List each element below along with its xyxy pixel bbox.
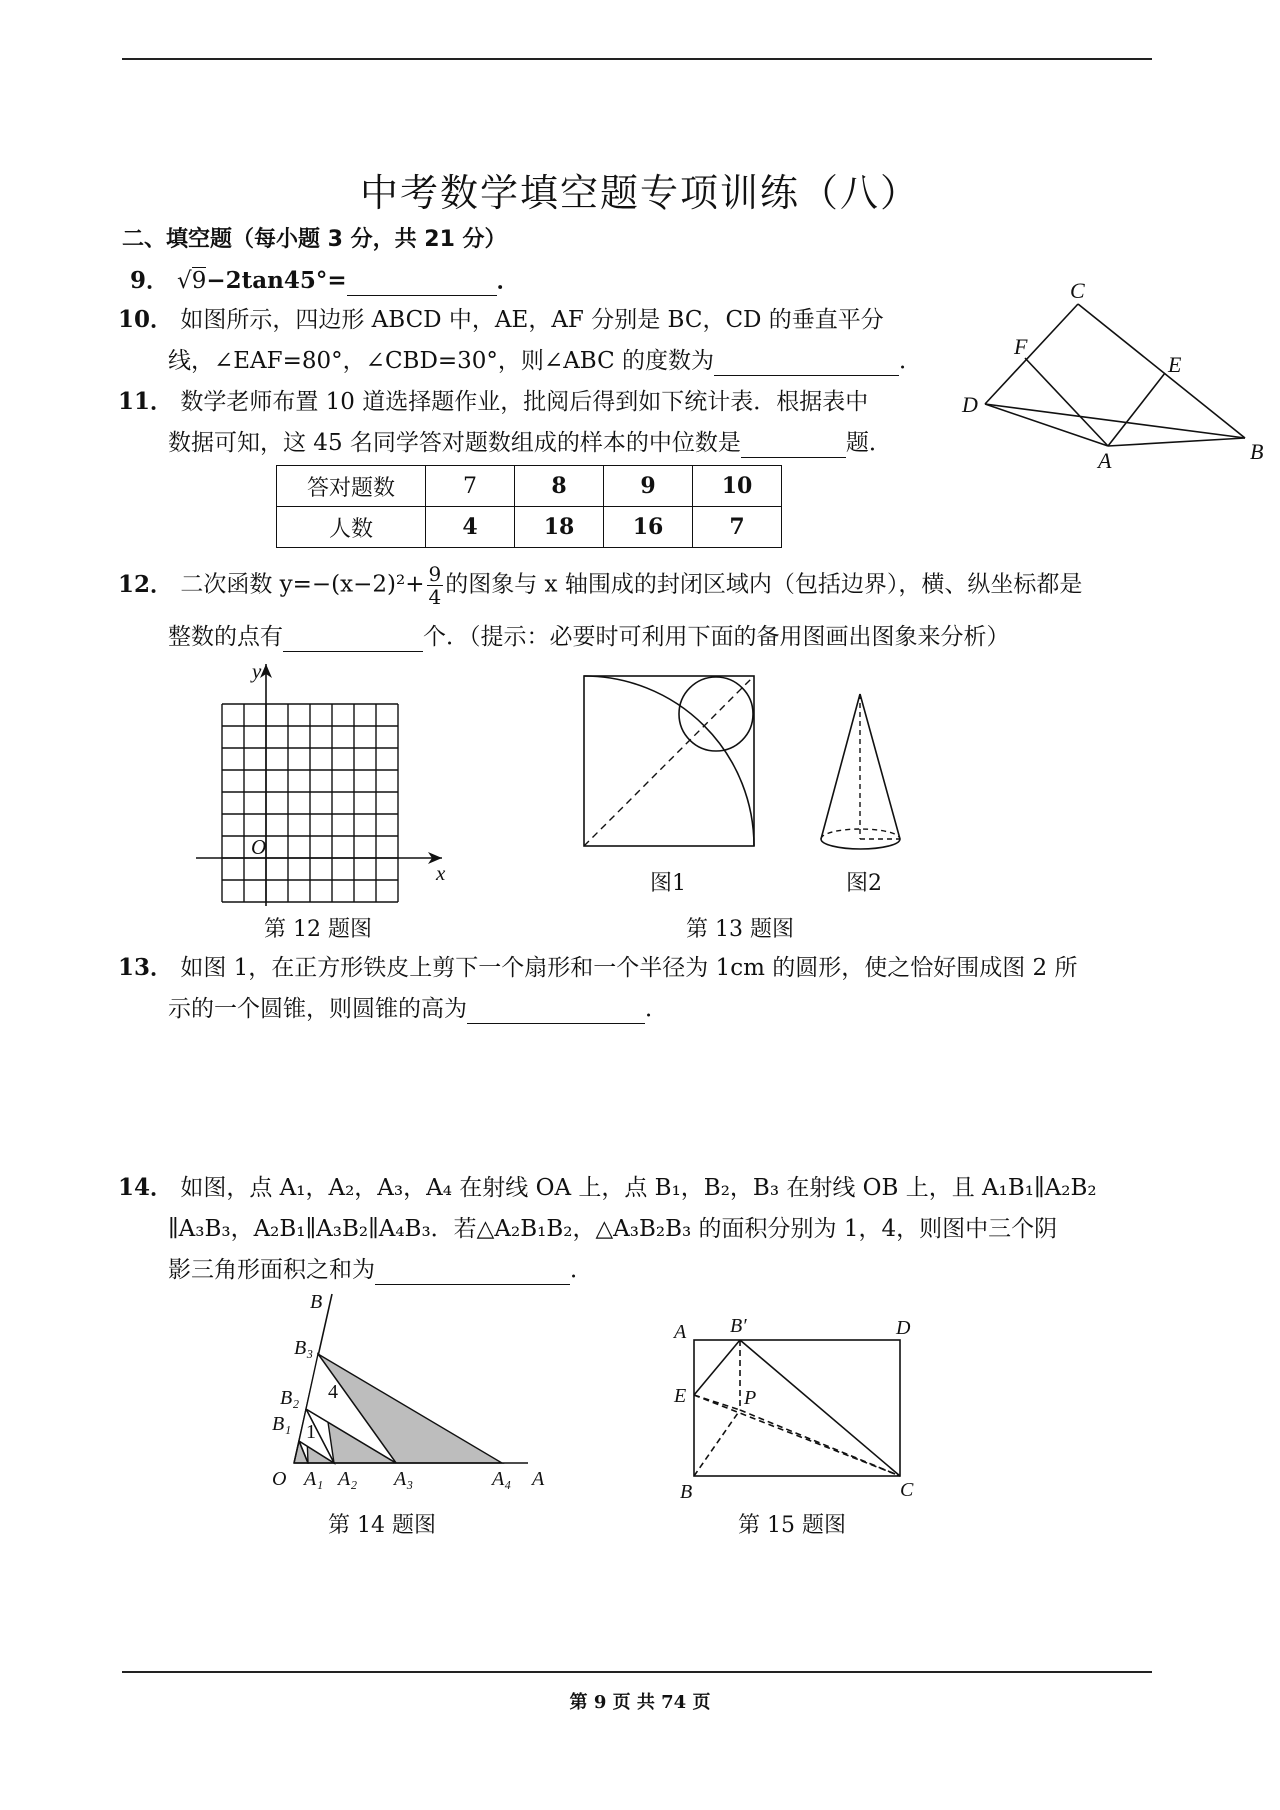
table-cell: 4 [426,507,515,548]
label-E: E [674,1385,687,1407]
answer-blank[interactable] [375,1260,570,1285]
function-expression: 二次函数 y=−(x−2)²+ [180,571,425,598]
fig2-label: 图2 [846,871,882,896]
table-column-value: 9 [604,466,693,507]
label-D: D [896,1317,911,1339]
question-10-line2 [168,346,922,376]
question-number: 11． [118,388,174,415]
table-row [277,507,782,548]
label-C: C [900,1479,914,1500]
question-text: ∥A₃B₃，A₂B₁∥A₃B₂∥A₄B₃．若△A₂B₁B₂，△A₃B₂B₃ 的面积分别为 1，4，则图中三个阴 [168,1216,1058,1242]
stats-table [276,465,782,548]
punctuation: ． [645,996,668,1022]
answer-blank[interactable] [714,351,899,376]
question-text: 整数的点有 [168,624,283,650]
fraction-denominator: 4 [428,585,442,609]
fraction [427,563,444,608]
question-14-line1 [118,1173,1097,1203]
label-P: P [744,1387,757,1409]
question-text: 如图 1，在正方形铁皮上剪下一个扇形和一个半径为 1cm 的圆形，使之恰好围成图 2 所 [180,955,1078,981]
question-text: 数据可知，这 45 名同学答对题数组成的样本的中位数是 [168,430,741,456]
label-A4: A₄ [492,1468,512,1490]
sqrt-radicand: 9 [191,268,207,294]
segment-EC [694,1395,900,1476]
figure-q14-rays [270,1290,560,1490]
table-header-label: 答对题数 [277,466,426,507]
figure-q10-quadrilateral [950,280,1270,470]
question-number: 10． [118,306,174,333]
question-text: 如图所示，四边形 ABCD 中，AE，AF 分别是 BC，CD 的垂直平分 [180,307,884,333]
table-cell: 16 [604,507,693,548]
edge-DC [985,304,1078,404]
cone-base-front [821,839,900,849]
page-footer: 第 9 页 共 74 页 [569,1692,711,1713]
cone-side-right [860,694,900,839]
label-B1: B₁ [272,1413,292,1435]
figure-q15-rectangle [668,1310,928,1500]
label-B: B [310,1291,323,1313]
answer-blank[interactable] [467,999,645,1024]
question-text: 示的一个圆锥，则圆锥的高为 [168,996,467,1022]
edge-AB [1108,438,1245,446]
punctuation: ． [570,1257,593,1283]
table-column-value: 7 [426,466,515,507]
question-text: 数学老师布置 10 道选择题作业，批阅后得到如下统计表．根据表中 [180,389,869,415]
label-Bp: B′ [730,1315,747,1337]
expression: −2tan45°= [206,267,347,294]
question-13-line2 [168,994,668,1024]
question-14-line3 [168,1255,593,1285]
question-number: 14． [118,1174,174,1201]
question-text: 的图象与 x 轴围成的封闭区域内（包括边界），横、纵坐标都是 [445,571,1083,598]
edge-CB [1078,304,1245,438]
answer-blank[interactable] [741,433,846,458]
question-text: 个．（提示：必要时可利用下面的备用图画出图象来分析） [423,624,1010,650]
question-12-line1 [118,563,1082,608]
question-11-line2 [168,428,892,458]
figure-q12-grid [196,656,456,906]
segment-BpC [740,1340,900,1476]
question-11-line1 [118,387,868,417]
punctuation: ． [899,348,923,374]
label-y: y [252,659,262,683]
label-A: A [674,1321,687,1343]
edge-DA [985,404,1108,446]
fig1-label: 图1 [650,871,686,896]
caption-q12: 第 12 题图 [264,917,372,942]
label-x-axis: x [436,861,446,885]
label-F: F [1014,334,1028,359]
table-column-value: 8 [515,466,604,507]
table-row-label: 人数 [277,507,426,548]
sqrt-symbol: √9 [177,268,207,294]
question-14-line2 [168,1214,1057,1244]
answer-blank[interactable] [347,271,497,296]
question-text: 题． [845,430,892,456]
caption-q15: 第 15 题图 [738,1513,846,1538]
question-text: 影三角形面积之和为 [168,1257,375,1283]
label-A2: A₂ [338,1468,358,1490]
caption-q13: 第 13 题图 [686,917,794,942]
question-9 [130,266,520,296]
cone-side-left [821,694,860,839]
question-12-line2 [168,622,1010,652]
area-label-1: 1 [306,1421,316,1443]
question-10-line1 [118,305,884,335]
question-number: 9． [130,267,170,294]
question-text: 线，∠EAF=80°，∠CBD=30°，则∠ABC 的度数为 [168,348,715,374]
figure-q13-cone [818,690,908,850]
label-B: B [680,1481,693,1500]
label-D: D [962,392,978,417]
table-column-value: 10 [693,466,782,507]
label-A: A [1098,448,1112,470]
segment-BP [694,1410,740,1476]
answer-blank[interactable] [283,627,423,652]
label-B: B [1250,439,1264,464]
label-B3: B₃ [294,1337,314,1359]
label-E: E [1168,352,1182,377]
header-rule [122,58,1152,60]
figure-q13-square [582,674,766,858]
label-B2: B₂ [280,1387,300,1409]
diagonal-DB [985,404,1245,438]
diagonal-dashed [584,678,752,846]
segment-EBp [694,1340,740,1395]
label-A3: A₃ [394,1468,414,1490]
fraction-numerator: 9 [428,562,442,586]
segment-EP [694,1395,740,1410]
segment-AF [1025,358,1108,446]
section-heading: 二、填空题（每小题 3 分，共 21 分） [122,227,507,252]
question-number: 13． [118,954,174,981]
question-number: 12． [118,570,174,598]
table-cell: 18 [515,507,604,548]
question-13-line1 [118,953,1077,983]
label-C: C [1070,280,1085,303]
table-row [277,466,782,507]
label-O: O [272,1468,287,1490]
table-cell: 7 [693,507,782,548]
label-A1: A₁ [304,1468,324,1490]
segment-AE [1108,373,1165,446]
label-origin: O [251,835,267,859]
punctuation: ． [496,267,520,294]
area-label-4: 4 [328,1381,338,1403]
question-text: 如图，点 A₁，A₂，A₃，A₄ 在射线 OA 上，点 B₁，B₂，B₃ 在射线 OB 上，且 A₁B₁∥A₂B₂ [180,1175,1097,1201]
grid-lines [222,704,398,902]
page-title: 中考数学填空题专项训练（八） [359,171,920,215]
caption-q14: 第 14 题图 [328,1513,436,1538]
footer-rule [122,1671,1152,1673]
label-A: A [532,1468,545,1490]
